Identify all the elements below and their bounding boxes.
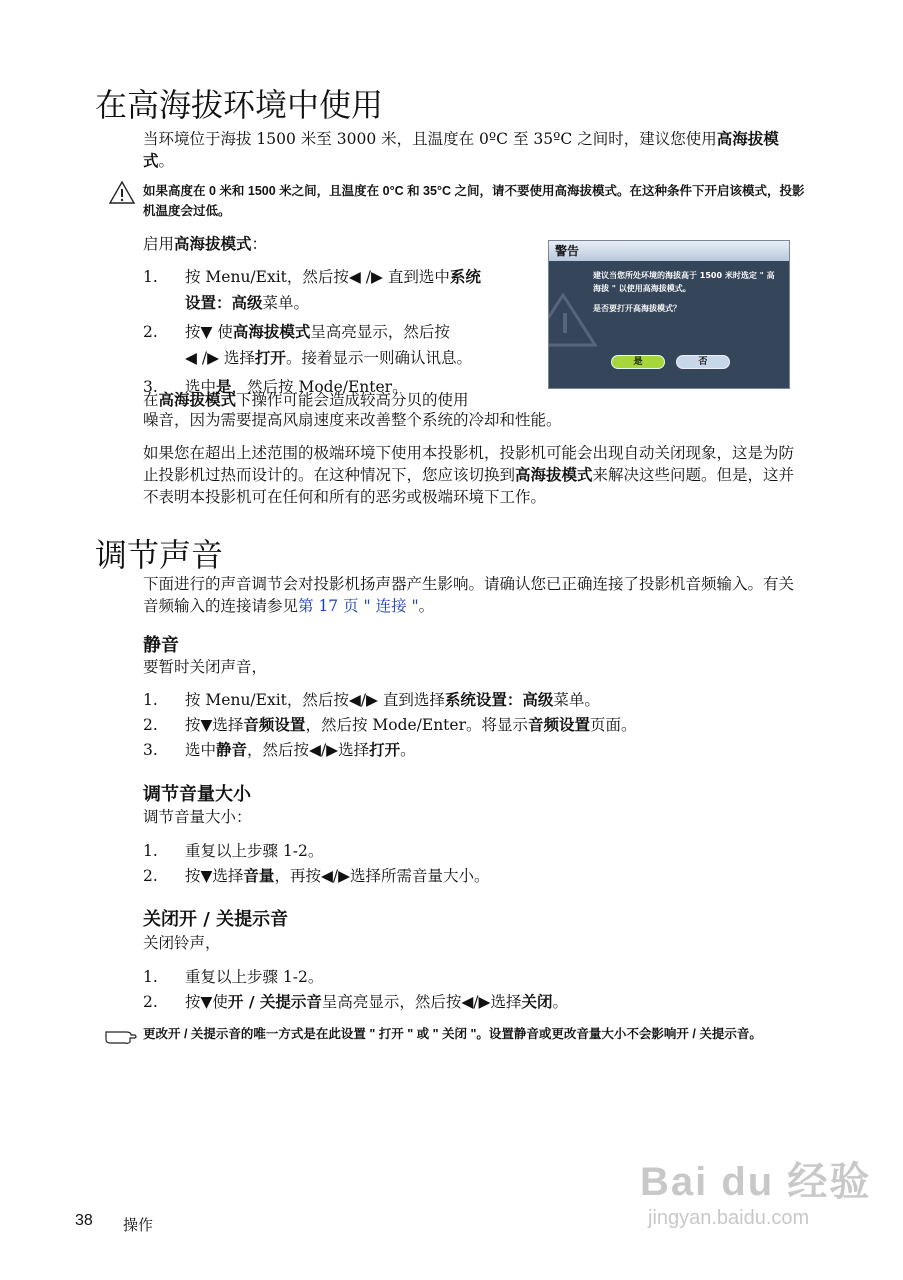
text-run: 呈高亮显示，然后按: [310, 323, 450, 341]
volume-lead: 调节音量大小：: [143, 808, 252, 826]
step-text: [185, 865, 490, 887]
text-run: 音量: [243, 867, 275, 885]
text-run: 高海拔模式: [143, 130, 779, 170]
text-run: ，然后按 Mode/Enter。将显示: [305, 716, 528, 734]
text-run: 高海拔模式: [515, 466, 593, 484]
warning-note: 如果高度在 0 米和 1500 米之间，且温度在 0°C 和 35°C 之间，请不要使用高海拔模式。在这种条件下开启该模式，投影机温度会过低。: [143, 184, 805, 218]
text-run: 来解决这些问题。但是，这并不表明本投影机可在任何和所有的恶劣或极端环境下工作。: [143, 466, 795, 506]
step-number: 2.: [143, 867, 158, 885]
step-text: [185, 266, 481, 288]
text-run: 在: [143, 391, 159, 409]
high-altitude-intro: [143, 128, 803, 172]
step-number: 1.: [143, 842, 158, 860]
step-number: 2.: [143, 323, 158, 341]
high-altitude-warning-dialog: [548, 240, 790, 389]
watermark-url: jingyan.baidu.com: [648, 1207, 810, 1229]
step-number: 3.: [143, 741, 158, 759]
text-run: ，然后按 Mode/Enter。: [231, 378, 408, 396]
dialog-question: 是否要打开高海拔模式？: [593, 304, 681, 313]
text-run: 下操作可能会造成较高分贝的使用: [236, 391, 469, 409]
step-number: 3.: [143, 378, 158, 396]
text-run: ：: [251, 235, 268, 253]
text-run: 高海拔模式: [174, 235, 252, 253]
text-run: 重复以上步骤 1-2。: [185, 968, 324, 986]
text-run: 当环境位于海拔 1500 米至 3000 米，且温度在 0ºC 至 35ºC 之间时，建议您使用: [143, 130, 717, 148]
text-run: 。: [418, 597, 435, 615]
step-text: [185, 991, 568, 1013]
step-number: 2.: [143, 993, 158, 1011]
step-number: 1.: [143, 268, 158, 286]
text-run: 按 Menu/Exit，然后按◀ /▶ 直到选中: [185, 268, 450, 286]
baidu-watermark: [640, 1150, 871, 1230]
text-run: ◀ /▶ 选择: [185, 349, 255, 367]
hand-pointer-icon: [104, 1027, 138, 1045]
step-text: [185, 689, 600, 711]
warning-icon: [108, 180, 136, 206]
text-run: 选中: [185, 741, 217, 759]
text-run: 按▼ 使: [185, 323, 233, 341]
enable-label: [143, 233, 523, 255]
tone-lead: 关闭铃声，: [143, 934, 221, 952]
text-run: 。接着显示一则确认讯息。: [285, 349, 472, 367]
watermark-brand: Bai du 经验: [640, 1160, 872, 1204]
step-text: [185, 292, 309, 314]
dialog-message: 建议当您所处环境的海拔高于 1500 米时选定 " 高海拔 " 以使用高海拔模式。: [593, 271, 775, 293]
text-run: 音频设置: [528, 716, 591, 734]
text-run: 是: [216, 378, 232, 396]
text-run: 页面。: [590, 716, 637, 734]
text-run: 设置：高级: [185, 294, 263, 312]
page-link[interactable]: 第 17 页 " 连接 ": [298, 597, 419, 615]
dialog-warning-icon: [549, 291, 599, 351]
extreme-environment-paragraph: [143, 442, 803, 508]
footer-section-name: 操作: [123, 1216, 154, 1234]
section-title-high-altitude: 在高海拔环境中使用: [95, 86, 384, 124]
step-number: 1.: [143, 968, 158, 986]
text-run: 打开: [369, 741, 401, 759]
text-run: 高海拔模式: [158, 391, 237, 409]
step-number: 1.: [143, 691, 158, 709]
volume-heading: 调节音量大小: [143, 784, 251, 805]
tone-note: 更改开 / 关提示音的唯一方式是在此设置 " 打开 " 或 " 关闭 "。设置静音或更改音量大小不会影响开 / 关提示音。: [143, 1027, 762, 1041]
page-number: 38: [75, 1212, 93, 1229]
text-run: 静音: [216, 741, 248, 759]
text-run: 。: [158, 152, 175, 170]
mute-heading: 静音: [143, 635, 179, 656]
text-run: 按 Menu/Exit，然后按◀/▶ 直到选择: [185, 691, 445, 709]
text-run: 。: [400, 741, 416, 759]
text-run: 重复以上步骤 1-2。: [185, 842, 324, 860]
text-run: 系统设置：高级: [444, 691, 554, 709]
dialog-title: 警告: [549, 241, 789, 261]
section-title-sound: 调节声音: [95, 536, 224, 574]
text-run: 按▼选择: [185, 716, 244, 734]
text-run: 。: [552, 993, 568, 1011]
step-text: [185, 840, 323, 862]
text-run: 菜单。: [262, 294, 310, 312]
text-run: 按▼选择: [185, 867, 244, 885]
text-run: ，再按◀/▶选择所需音量大小。: [274, 867, 490, 885]
step-text: [185, 321, 450, 343]
step-text: [185, 347, 472, 369]
step-number: 2.: [143, 716, 158, 734]
text-run: 下面进行的声音调节会对投影机扬声器产生影响。请确认您已正确连接了投影机音频输入。有关音频输入的连接请参见: [143, 575, 795, 615]
sound-intro: [143, 573, 803, 617]
text-run: 呈高亮显示，然后按◀/▶选择: [321, 993, 522, 1011]
noise-note-line2: 噪音，因为需要提高风扇速度来改善整个系统的冷却和性能。: [143, 411, 562, 429]
dialog-no-button[interactable]: 否: [676, 355, 730, 369]
noise-note-line1: [143, 389, 543, 411]
text-run: 音频设置: [243, 716, 306, 734]
text-run: 打开: [254, 349, 286, 367]
step-text: [185, 966, 323, 988]
mute-lead: 要暂时关闭声音，: [143, 658, 268, 676]
text-run: 启用: [143, 235, 175, 253]
dialog-yes-button[interactable]: 是: [611, 355, 665, 369]
text-run: 选中: [185, 378, 217, 396]
step-text: [185, 739, 416, 761]
text-run: 高海拔模式: [232, 323, 311, 341]
text-run: 如果您在超出上述范围的极端环境下使用本投影机，投影机可能会出现自动关闭现象，这是为防止投影机过热而设计的。在这种情况下，您应该切换到: [143, 444, 795, 484]
step-text: [185, 714, 637, 736]
text-run: 按▼使: [185, 993, 228, 1011]
tone-heading: 关闭开 / 关提示音: [143, 909, 289, 930]
text-run: 开 / 关提示音: [227, 993, 322, 1011]
text-run: 关闭: [521, 993, 553, 1011]
text-run: ，然后按◀/▶选择: [247, 741, 370, 759]
text-run: 系统: [449, 268, 481, 286]
text-run: 菜单。: [553, 691, 600, 709]
